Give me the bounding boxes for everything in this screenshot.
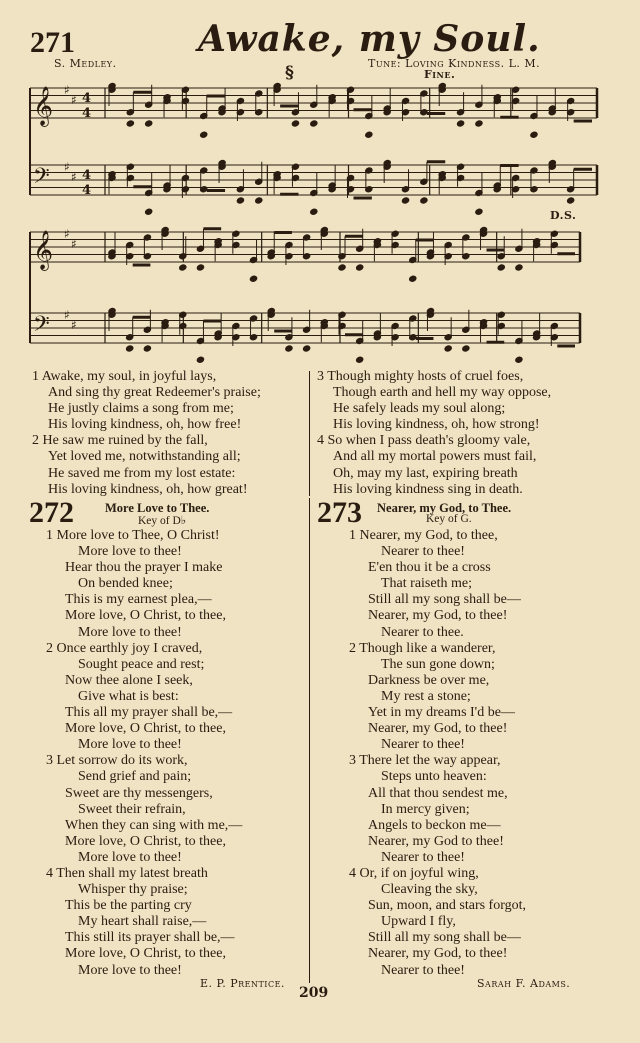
verse-line: He saved me from my lost estate:: [48, 465, 236, 481]
tune-credit: Tune: Loving Kindness. L. M.: [368, 57, 541, 70]
verse-line: More love, O Christ, to thee,: [65, 833, 226, 849]
verse-line: His loving kindness sing in death.: [333, 481, 523, 497]
note-head: [515, 356, 523, 363]
verse-line: More love to thee!: [78, 849, 182, 865]
verse-line: Whisper thy praise;: [78, 882, 188, 898]
verse-line: Yet in my dreams I'd be—: [368, 705, 515, 721]
verse-line: When they can sing with me,—: [65, 817, 243, 833]
note-head: [200, 131, 208, 138]
treble-clef-icon: 𝄞: [33, 86, 54, 126]
verse-line: 1 More love to Thee, O Christ!: [46, 528, 220, 543]
verse-line: More love to thee!: [78, 737, 182, 753]
note-head: [126, 345, 134, 352]
verse-line: Though earth and hell my way oppose,: [333, 385, 552, 401]
note-head: [145, 120, 153, 127]
segno-mark: §: [285, 63, 294, 83]
verse-line: He safely leads my soul along;: [333, 401, 506, 417]
verse-line: Still all my song shall be—: [368, 930, 521, 946]
verse-line: This is my earnest plea,—: [65, 592, 212, 608]
verse-line: 4 Or, if on joyful wing,: [349, 865, 479, 881]
note-head: [310, 120, 318, 127]
verse-line: More love, O Christ, to thee,: [65, 608, 226, 624]
verse-line: E'en thou it be a cross: [368, 560, 491, 576]
sharp-icon: ♯: [71, 170, 77, 184]
composer-credit: S. Medley.: [54, 57, 117, 70]
verse-line: Darkness be over me,: [368, 672, 490, 688]
time-signature: 4: [82, 168, 92, 183]
column-divider: [309, 371, 310, 496]
sharp-icon: ♯: [64, 308, 70, 322]
note-head: [420, 197, 428, 204]
hymn-271-title: Awake, my Soul.: [198, 18, 541, 60]
verse-line: Nearer to thee!: [381, 849, 465, 865]
note-head: [145, 208, 153, 215]
sharp-icon: ♯: [64, 83, 70, 97]
column-divider-lower: [309, 498, 310, 983]
page-number: 209: [299, 985, 329, 1001]
verse-line: Steps unto heaven:: [381, 769, 487, 785]
hymn-272-verses: [46, 528, 242, 979]
treble-clef-icon: 𝄞: [33, 230, 54, 270]
verse-line: Nearer to thee.: [381, 624, 464, 640]
note-head: [236, 197, 244, 204]
bass-clef-icon: 𝄢: [33, 312, 50, 342]
note-head: [338, 264, 346, 271]
sharp-icon: ♯: [64, 227, 70, 241]
note-head: [456, 120, 464, 127]
verse-line: 3 There let the way appear,: [349, 753, 501, 769]
verse-line: Sun, moon, and stars forgot,: [368, 898, 527, 914]
note-head: [126, 120, 134, 127]
verse-line: Oh, may my last, expiring breath: [333, 465, 518, 481]
verse-line: His loving kindness, oh, how great!: [48, 481, 248, 497]
verse-line: Sought peace and rest;: [78, 656, 205, 672]
note-head: [196, 356, 204, 363]
verse-line: All that thou sendest me,: [368, 785, 508, 801]
verse-line: Nearer, my God to thee!: [368, 833, 504, 849]
hymn-273-number: 273: [317, 496, 362, 529]
hymn-273-author: Sarah F. Adams.: [477, 977, 571, 990]
note-head: [303, 345, 311, 352]
note-head: [365, 131, 373, 138]
verse-line: 2 He saw me ruined by the fall,: [32, 433, 208, 449]
verse-line: Nearer, my God, to thee!: [368, 721, 508, 737]
note-head: [249, 275, 257, 282]
verse-line: In mercy given;: [381, 801, 470, 817]
verse-line: Cleaving the sky,: [381, 882, 478, 898]
verse-line: That raiseth me;: [381, 576, 472, 592]
time-signature: 4: [82, 106, 92, 121]
note-head: [497, 264, 505, 271]
verse-line: More love to thee!: [78, 544, 182, 560]
verse-line: Nearer, my God, to thee!: [368, 946, 508, 962]
verse-line: More love, O Christ, to thee,: [65, 721, 226, 737]
verse-line: My rest a stone;: [381, 688, 471, 704]
verse-line: Hear thou the prayer I make: [65, 560, 223, 576]
sharp-icon: ♯: [64, 160, 70, 174]
hymn-272-author: E. P. Prentice.: [200, 977, 285, 990]
note-head: [444, 345, 452, 352]
note-head: [356, 264, 364, 271]
note-head: [401, 197, 409, 204]
note-head: [291, 120, 299, 127]
ds-mark: D.S.: [550, 209, 577, 222]
bass-clef-icon: 𝄢: [33, 164, 50, 194]
verse-line: Nearer to thee!: [381, 737, 465, 753]
sharp-icon: ♯: [71, 93, 77, 107]
verse-line: 2 Once earthly joy I craved,: [46, 640, 203, 656]
time-signature: 4: [82, 183, 92, 198]
note-head: [462, 345, 470, 352]
verse-line: Still all my song shall be—: [368, 592, 521, 608]
verse-line: And all my mortal powers must fail,: [333, 449, 537, 465]
sharp-icon: ♯: [71, 237, 77, 251]
verse-line: His loving kindness, oh, how strong!: [333, 417, 540, 433]
hymn-271-verses-right: [317, 369, 551, 498]
hymn-272-key: Key of D♭: [138, 515, 187, 527]
verse-line: 2 Though like a wanderer,: [349, 640, 496, 656]
verse-line: Sweet their refrain,: [78, 801, 186, 817]
note-head: [530, 131, 538, 138]
verse-line: More love to thee!: [78, 962, 182, 978]
verse-line: Yet loved me, notwithstanding all;: [48, 449, 241, 465]
verse-line: 4 Then shall my latest breath: [46, 865, 208, 881]
verse-line: This still its prayer shall be,—: [65, 930, 235, 946]
verse-line: Give what is best:: [78, 688, 179, 704]
verse-line: More love to thee!: [78, 624, 182, 640]
verse-line: 4 So when I pass death's gloomy vale,: [317, 433, 531, 449]
note-head: [475, 208, 483, 215]
verse-line: More love, O Christ, to thee,: [65, 946, 226, 962]
verse-line: His loving kindness, oh, how free!: [48, 417, 242, 433]
verse-line: Nearer to thee!: [381, 544, 465, 560]
verse-line: Sweet are thy messengers,: [65, 785, 213, 801]
note-head: [409, 275, 417, 282]
fine-mark: Fine.: [424, 68, 456, 81]
hymn-271-verses-left: [32, 369, 261, 498]
verse-line: Angels to beckon me—: [368, 817, 501, 833]
verse-line: Now thee alone I seek,: [65, 672, 193, 688]
verse-line: Nearer, my God, to thee!: [368, 608, 508, 624]
note-head: [196, 264, 204, 271]
note-head: [475, 120, 483, 127]
verse-line: Nearer to thee!: [381, 962, 465, 978]
verse-line: The sun gone down;: [381, 656, 495, 672]
verse-line: This be the parting cry: [65, 898, 192, 914]
verse-line: On bended knee;: [78, 576, 173, 592]
verse-line: He justly claims a song from me;: [48, 401, 234, 417]
verse-line: Send grief and pain;: [78, 769, 192, 785]
note-head: [285, 345, 293, 352]
hymn-273-title: Nearer, my God, to Thee.: [377, 501, 512, 515]
music-score: [0, 0, 640, 370]
verse-line: 1 Nearer, my God, to thee,: [349, 528, 498, 543]
note-head: [143, 345, 151, 352]
verse-line: And sing thy great Redeemer's praise;: [48, 385, 261, 401]
time-signature: 4: [82, 91, 92, 106]
verse-line: 3 Though mighty hosts of cruel foes,: [317, 369, 524, 384]
verse-line: 3 Let sorrow do its work,: [46, 753, 188, 769]
note-head: [255, 197, 263, 204]
verse-line: Upward I fly,: [381, 914, 456, 930]
sharp-icon: ♯: [71, 318, 77, 332]
hymn-273-key: Key of G.: [426, 513, 472, 525]
note-head: [515, 264, 523, 271]
note-head: [567, 197, 575, 204]
hymn-271-number: 271: [30, 26, 75, 59]
verse-line: This all my prayer shall be,—: [65, 705, 233, 721]
hymn-273-verses: [349, 528, 526, 979]
note-head: [179, 264, 187, 271]
verse-line: 1 Awake, my soul, in joyful lays,: [32, 369, 217, 384]
verse-line: My heart shall raise,—: [78, 914, 207, 930]
note-head: [310, 208, 318, 215]
hymn-272-title: More Love to Thee.: [105, 501, 210, 515]
hymn-272-number: 272: [29, 496, 74, 529]
note-head: [356, 356, 364, 363]
